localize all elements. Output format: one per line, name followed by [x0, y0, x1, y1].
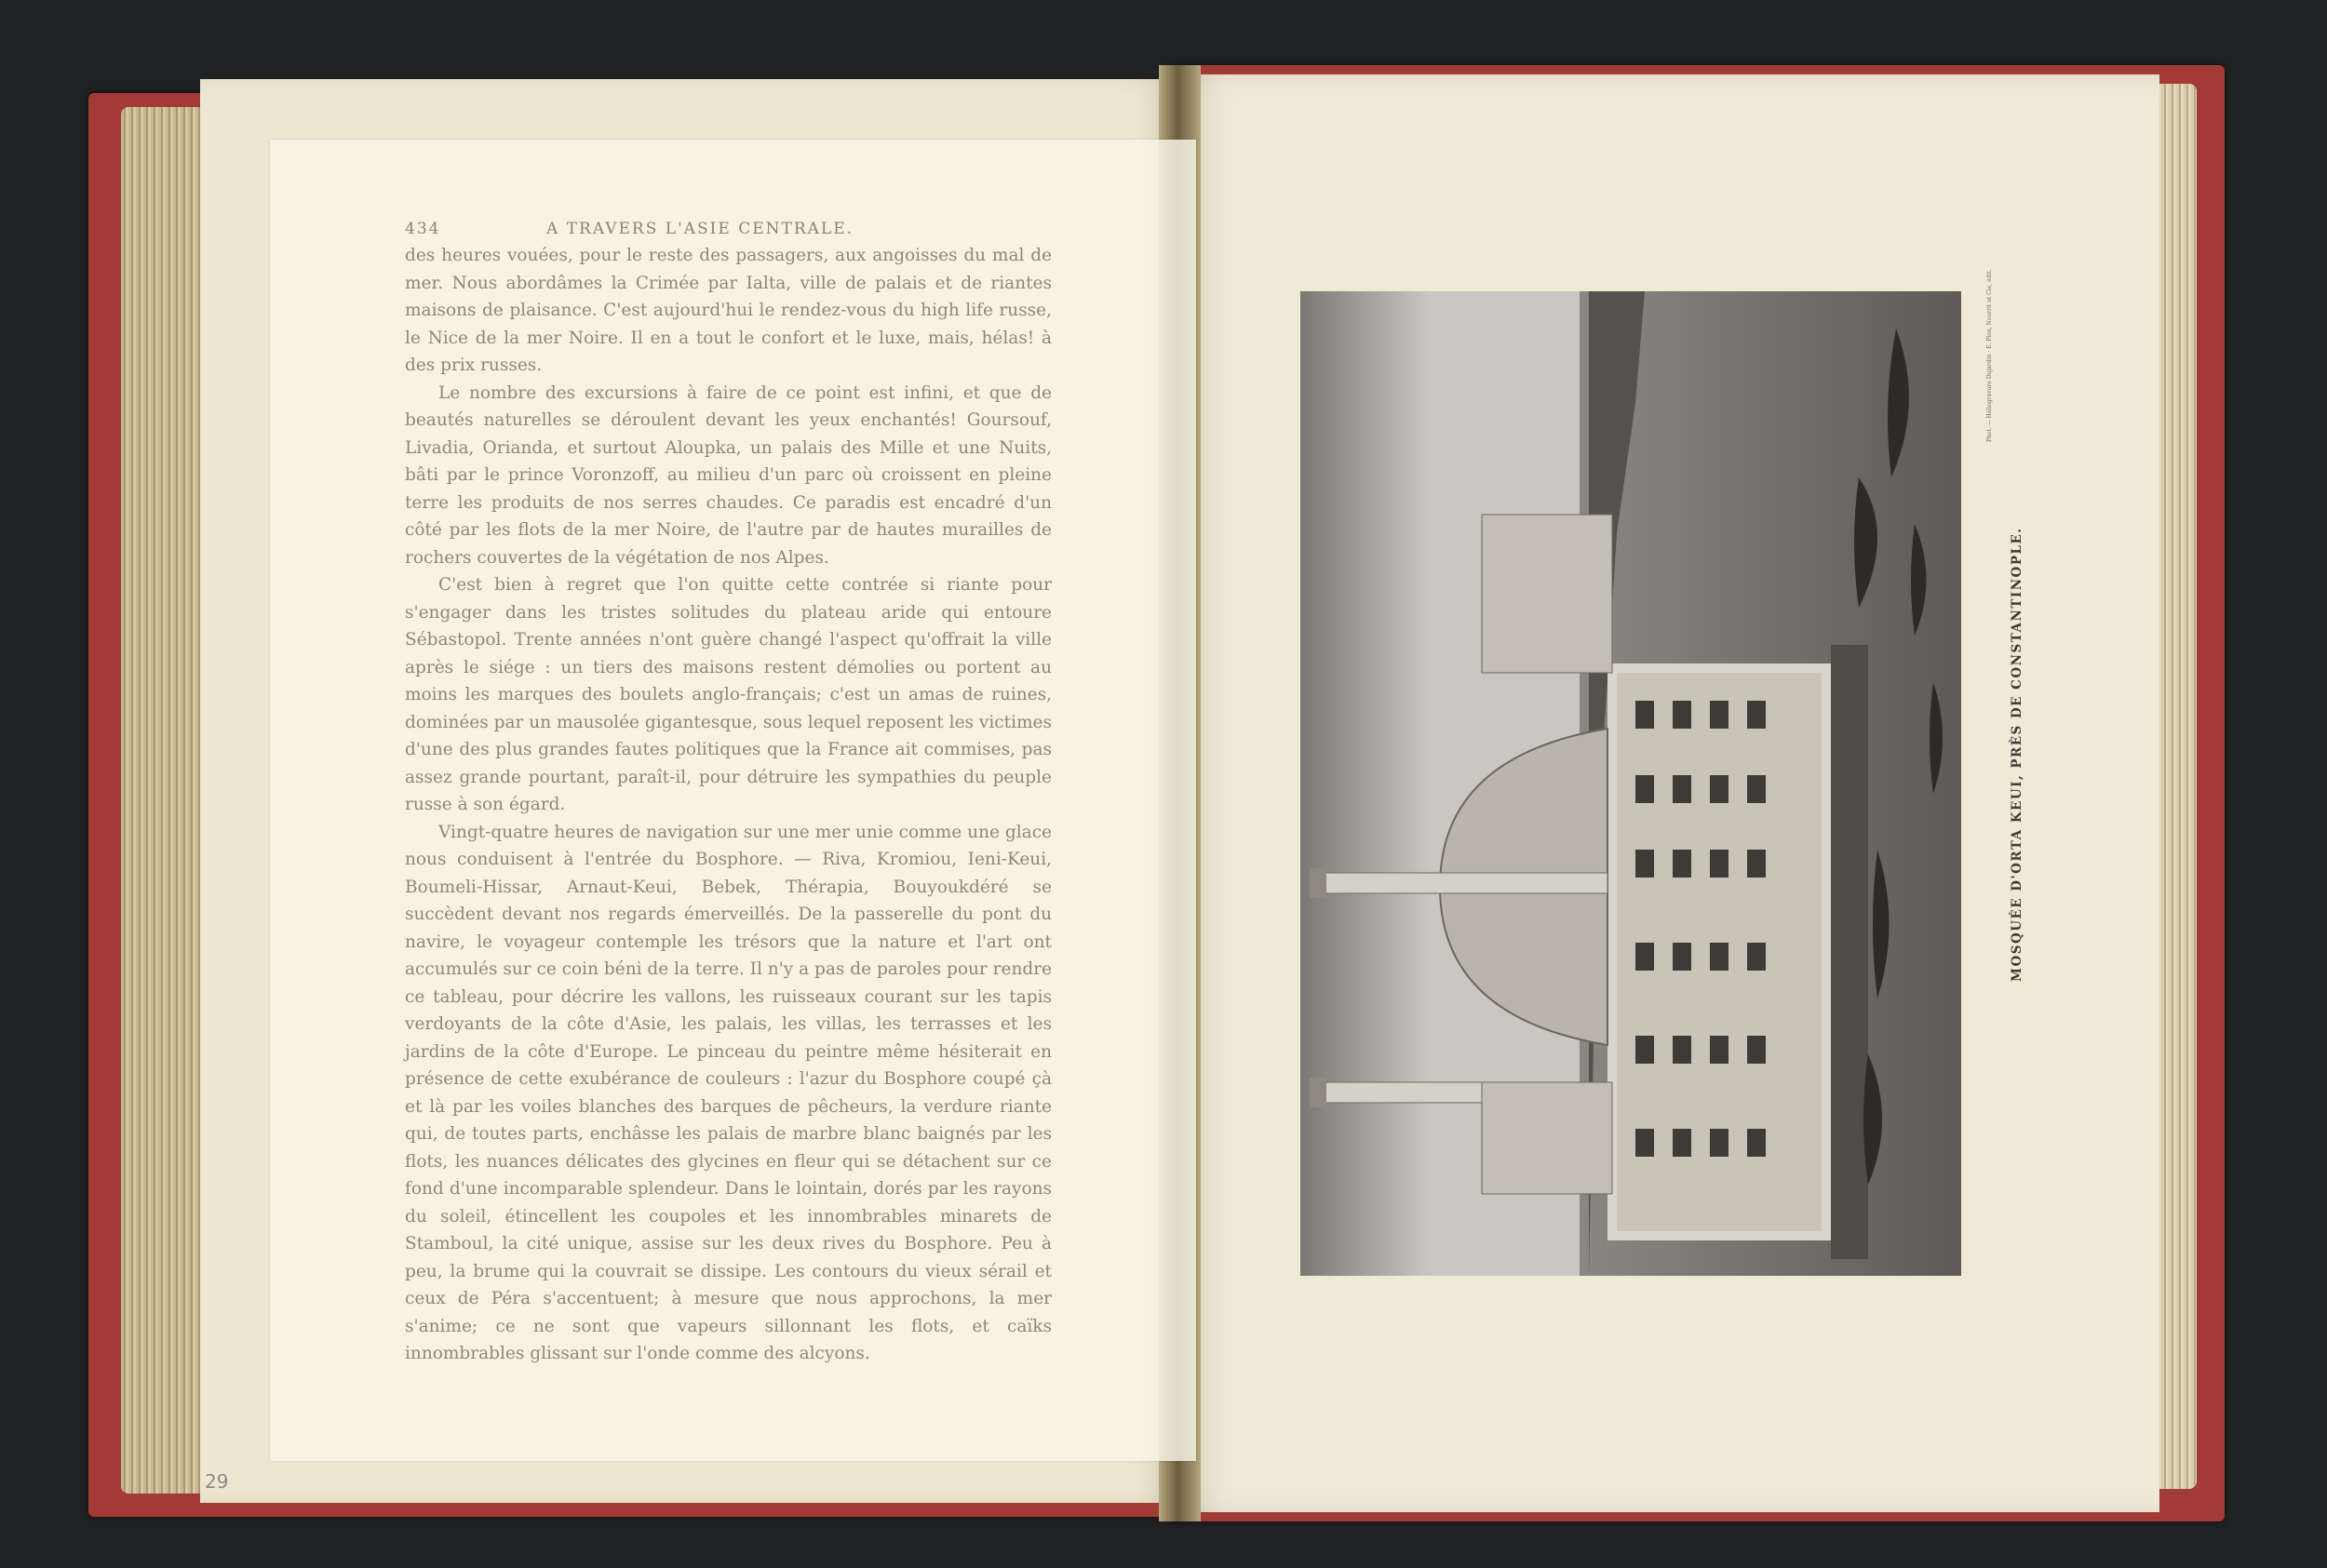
paragraph: Le nombre des excursions à faire de ce point est infini, et que de beautés naturelles se déroulent devant les yeux enchantés! Goursouf, Livadia, Orianda, et surtout Aloupka, un palais des Mille et une Nuits, bâti par le prince Voronzoff, au milieu d'un parc où croissent en pleine terre les produits de nos serres chaudes. Ce paradis est encadré d'un côté par les flots de la mer Noire, de l'autre par de hautes murailles de rochers couvertes de la végétation de nos Alpes.	[405, 382, 1052, 568]
mosque-illustration	[1300, 291, 1961, 1276]
page-edges-left	[121, 107, 209, 1494]
left-page-text	[405, 220, 1052, 1368]
paragraph: Vingt-quatre heures de navigation sur une mer unie comme une glace nous conduisent à l'entrée du Bosphore. — Riva, Kromiou, Ieni-Keui, Boumeli-Hissar, Arnaut-Keui, Bebek, Thérapia, Bouyoukdéré se succèdent devant nos regards émerveillés. De la passerelle du pont du navire, le voyageur contemple les trésors que la nature et l'art ont accumulés sur ce coin béni de la terre. Il n'y a pas de paroles pour rendre ce tableau, pour décrire les vallons, les ruisseaux courant sur les tapis verdoyants de la côte d'Asie, les palais, les villas, les terrasses et les jardins de la côte d'Europe. Le pinceau du peintre même hésiterait en présence de cette exubérance de couleurs : l'azur du Bosphore coupé çà et là par les voiles blanches des barques de pêcheurs, la verdure riante qui, de toutes parts, enchâsse les palais de marbre blanc baignés par les flots, les nuances délicates des glycines en fleur qui se détachent sur ce fond d'une incomparable splendeur. Dans le lointain, dorés par les rayons du soleil, étincellent les coupoles et les innombrables minarets de Stamboul, la cité unique, assise sur les deux rives du Bosphore. Peu à peu, la brume qui la couvrait se dissipe. Les contours du vieux sérail et ceux de Péra s'accentuent; à mesure que nous approchons, la mer s'anime; ce ne sont que vapeurs sillonnant les flots, et caïks innombrables glissant sur l'onde comme des alcyons.	[405, 822, 1052, 1363]
plate-credit: Phot. — Héliogravure Dujardin · E. Plon, Nourrit et Cie, édit.	[1986, 269, 1993, 442]
pencil-page-number: 29	[205, 1470, 229, 1493]
plate-caption: MOSQUÉE D'ORTA KEUI, PRÈS DE CONSTANTINOPLE.	[2010, 527, 2024, 982]
page-number: 434	[405, 220, 441, 238]
mosque-photograph	[1300, 291, 1961, 1276]
paragraph: C'est bien à regret que l'on quitte cette contrée si riante pour s'engager dans les tristes solitudes du plateau aride qui entoure Sébastopol. Trente années n'ont guère changé l'aspect qu'offrait la ville après le siége : un tiers des maisons restent démolies ou portent au moins les marques des boulets anglo-français; c'est un amas de ruines, dominées par un mausolée gigantesque, sous lequel reposent les victimes d'une des plus grandes fautes politiques que la France ait commises, pas assez grande pourtant, paraît-il, pour détruire les sympathies du peuple russe à son égard.	[405, 575, 1052, 814]
running-title: A TRAVERS L'ASIE CENTRALE.	[546, 220, 854, 238]
paragraph: des heures vouées, pour le reste des passagers, aux angoisses du mal de mer. Nous abordâmes la Crimée par Ialta, ville de palais et de riantes maisons de plaisance. C'est aujourd'hui le rendez-vous du high life russe, le Nice de la mer Noire. Il en a tout le confort et le luxe, mais, hélas! à des prix russes.	[405, 246, 1052, 375]
running-head	[405, 220, 1052, 238]
